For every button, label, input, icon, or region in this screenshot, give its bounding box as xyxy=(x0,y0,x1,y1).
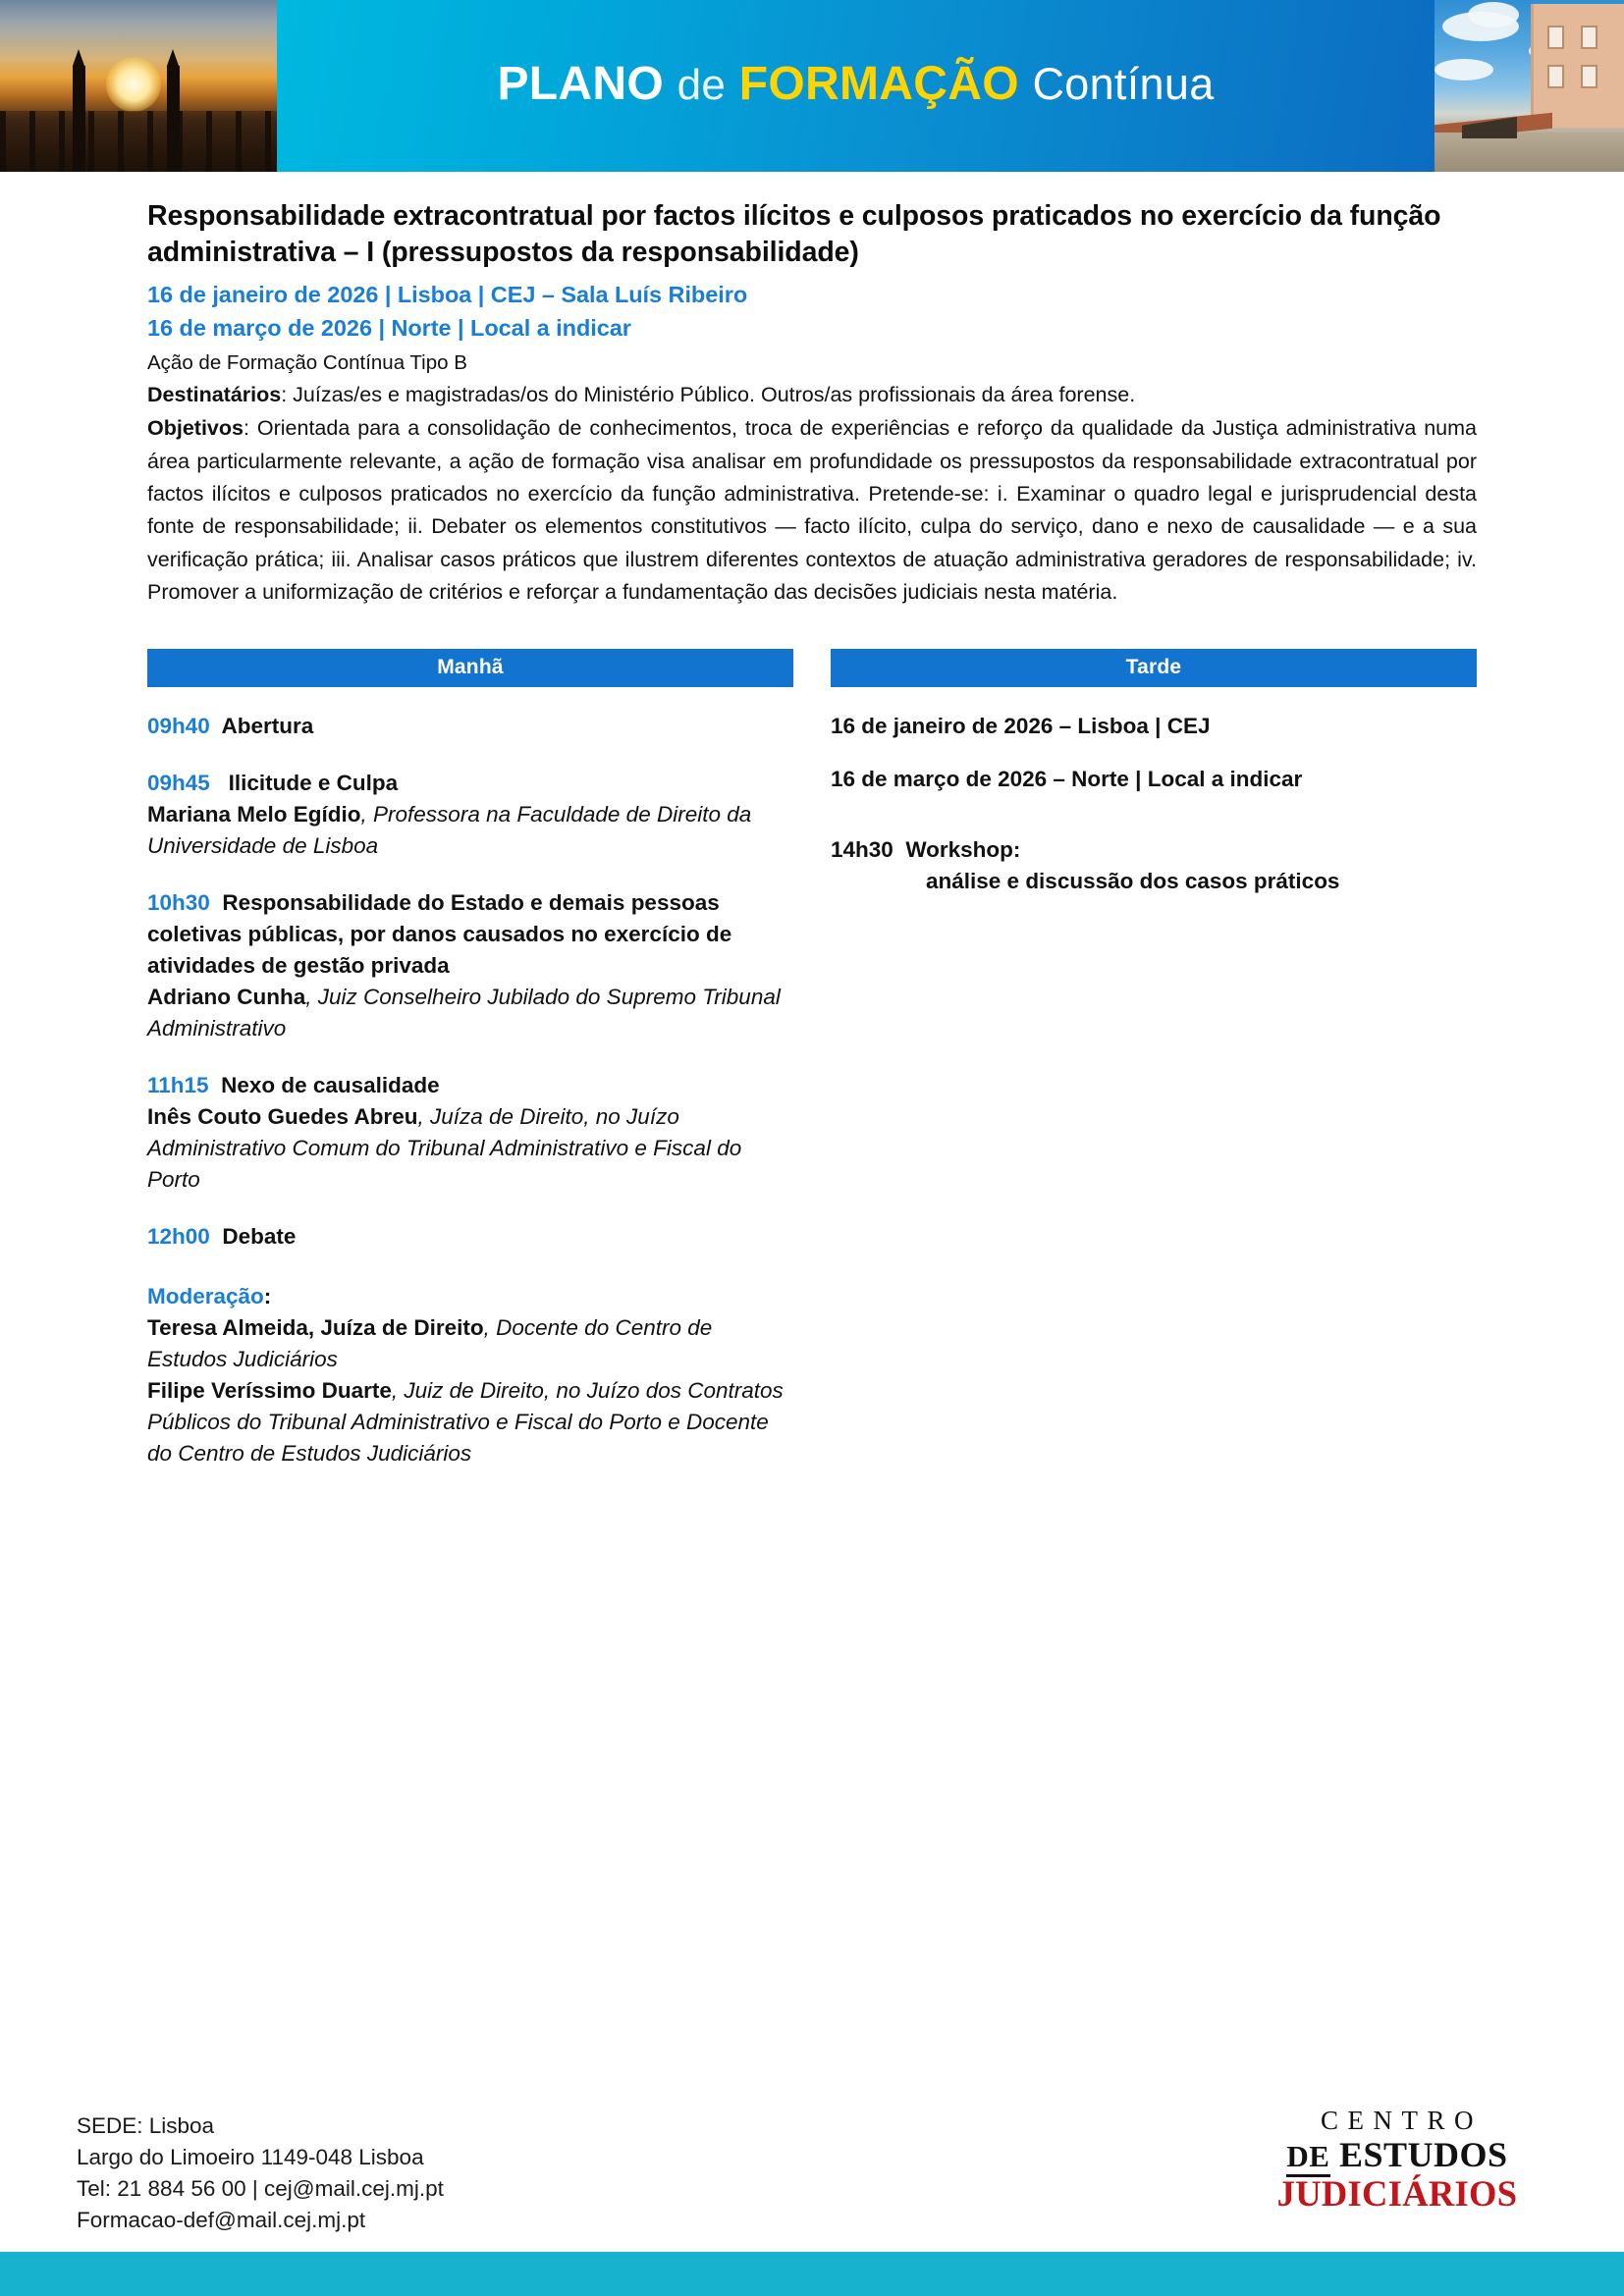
program-item-title: Responsabilidade do Estado e demais pessoas coletivas públicas, por danos causados no exercício de atividades de gestão privada xyxy=(147,890,732,978)
program-item-row xyxy=(147,768,793,799)
page-banner xyxy=(0,0,1624,172)
program-item-title: Debate xyxy=(222,1223,297,1249)
speaker-name: Inês Couto Guedes Abreu xyxy=(147,1103,418,1129)
audience-text: : Juízas/es e magistradas/os do Ministério Público. Outros/as profissionais da área forense. xyxy=(281,383,1136,407)
program-item-subtitle: análise e discussão dos casos práticos xyxy=(926,869,1340,894)
cloud-shape xyxy=(1468,2,1519,27)
banner-word-formacao: FORMAÇÃO xyxy=(738,57,1019,110)
banner-title xyxy=(497,57,1215,110)
program-item-time: 11h15 xyxy=(147,1072,209,1097)
program-item-title: Abertura xyxy=(221,714,314,739)
morning-header-bar: Manhã xyxy=(147,649,793,687)
program-item xyxy=(147,768,793,862)
program-item-time: 14h30 xyxy=(831,837,893,863)
railing-shape xyxy=(0,111,277,172)
sun-shape xyxy=(106,57,161,112)
afternoon-date-norte: 16 de março de 2026 – Norte | Local a indicar xyxy=(831,767,1303,792)
moderator-entry xyxy=(147,1312,793,1375)
program-item xyxy=(147,711,793,742)
course-date-lisboa: 16 de janeiro de 2026 | Lisboa | CEJ – Sala Luís Ribeiro xyxy=(147,281,748,307)
objectives-text: : Orientada para a consolidação de conhecimentos, troca de experiências e reforço da qualidade da Justiça administrativa numa área particularmente relevante, a ação de formação visa analisar em profundidade os pressupostos da responsabilidade extracontratual por factos ilícitos e culposos praticados no exercício da função administrativa. Pretende-se: i. Examinar o quadro legal e jurisprudencial desta fonte de responsabilidade; ii. Debater os elementos constitutivos — facto ilícito, culpa do serviço, dano e nexo de causalidade — e a sua verificação prática; iii. Analisar casos práticos que ilustrem diferentes contextos de atuação administrativa geradores de responsabilidade; iv. Promover a uniformização de critérios e reforçar a fundamentação das decisões judiciais nesta matéria. xyxy=(147,416,1477,605)
window-shape xyxy=(1581,65,1597,88)
banner-left-photo xyxy=(0,0,277,172)
speaker-role: , Professora na Faculdade de Direito da Universidade de Lisboa xyxy=(147,802,752,859)
page-content xyxy=(0,172,1624,1469)
morning-column xyxy=(147,649,793,1469)
program-item-time: 12h00 xyxy=(147,1223,210,1249)
railing-spike-icon xyxy=(167,66,180,172)
speaker-role: , Juiz Conselheiro Jubilado do Supremo Tribunal Administrativo xyxy=(147,984,781,1041)
moderator-entry xyxy=(147,1375,793,1469)
moderator-role: , Juiz de Direito, no Juízo dos Contratos Públicos do Tribunal Administrativo e Fiscal do Porto e Docente do Centro de Estudos Judiciários xyxy=(147,1378,784,1467)
program-item xyxy=(831,834,1477,897)
program-item-speaker xyxy=(147,799,793,862)
logo-word-estudos: ESTUDOS xyxy=(1339,2134,1508,2174)
logo-line-de-estudos xyxy=(1265,2136,1530,2174)
program-columns xyxy=(147,649,1477,1469)
audience-label: Destinatários xyxy=(147,383,282,407)
logo-line-judiciarios: JUDICIÁRIOS xyxy=(1276,2172,1518,2214)
page-title: Responsabilidade extracontratual por factos ilícitos e culposos praticados no exercício da função administrativa – I (pressupostos da responsabilidade) xyxy=(147,200,1441,268)
building-shape xyxy=(1531,4,1624,128)
program-item-time: 09h45 xyxy=(147,771,210,796)
course-objectives xyxy=(147,412,1477,609)
footer-address xyxy=(77,2110,444,2236)
window-shape xyxy=(1547,65,1564,88)
moderation-heading xyxy=(147,1281,793,1312)
cej-logo xyxy=(1265,2107,1530,2213)
program-item-row xyxy=(147,1221,793,1253)
program-item-row xyxy=(147,887,793,982)
moderation-colon: : xyxy=(263,1284,272,1309)
logo-word-de: DE xyxy=(1286,2139,1329,2177)
afternoon-header-bar: Tarde xyxy=(831,649,1477,687)
railing-spike-icon xyxy=(73,66,85,172)
program-item xyxy=(147,1221,793,1253)
speaker-role: , Juíza de Direito, no Juízo Administrativo Comum do Tribunal Administrativo e Fiscal do Porto xyxy=(147,1103,742,1192)
course-date-norte: 16 de março de 2026 | Norte | Local a indicar xyxy=(147,314,631,341)
program-item-row xyxy=(147,1070,793,1101)
moderator-name: Filipe Veríssimo Duarte xyxy=(147,1378,392,1404)
page-footer xyxy=(0,2081,1624,2296)
speaker-name: Adriano Cunha xyxy=(147,984,306,1009)
ground-shape xyxy=(1435,133,1624,172)
program-item-title: Workshop: xyxy=(905,837,1021,863)
program-item-speaker xyxy=(147,982,793,1044)
course-audience xyxy=(147,380,1477,410)
banner-word-de: de xyxy=(677,60,727,109)
window-shape xyxy=(1581,26,1597,49)
banner-word-plano: PLANO xyxy=(497,57,664,110)
program-item-title: Ilicitude e Culpa xyxy=(228,771,399,796)
course-type: Ação de Formação Contínua Tipo B xyxy=(147,350,467,374)
footer-accent-bar xyxy=(0,2252,1624,2296)
address-line-sede: SEDE: Lisboa xyxy=(77,2113,215,2138)
program-item xyxy=(147,887,793,1044)
afternoon-body xyxy=(831,687,1477,897)
window-shape xyxy=(1547,26,1564,49)
program-item-time: 09h40 xyxy=(147,714,210,739)
program-item-time: 10h30 xyxy=(147,890,210,916)
moderation-label: Moderação xyxy=(147,1284,264,1309)
moderator-role: , Docente do Centro de Estudos Judiciários xyxy=(147,1315,713,1372)
moderator-name: Teresa Almeida, Juíza de Direito xyxy=(147,1315,484,1341)
address-line-street: Largo do Limoeiro 1149-048 Lisboa xyxy=(77,2144,424,2169)
banner-right-photo xyxy=(1435,0,1624,172)
logo-line-centro: CENTRO xyxy=(1321,2106,1483,2135)
program-item xyxy=(147,1070,793,1196)
speaker-name: Mariana Melo Egídio xyxy=(147,802,361,828)
objectives-label: Objetivos xyxy=(147,416,244,441)
cloud-shape xyxy=(1435,59,1493,80)
afternoon-date-lisboa: 16 de janeiro de 2026 – Lisboa | CEJ xyxy=(831,714,1211,739)
banner-word-continua: Contínua xyxy=(1032,58,1215,109)
program-item-title: Nexo de causalidade xyxy=(221,1072,440,1097)
morning-body xyxy=(147,687,793,1469)
address-line-email: Formacao-def@mail.cej.mj.pt xyxy=(77,2207,366,2232)
address-line-phone-email: Tel: 21 884 56 00 | cej@mail.cej.mj.pt xyxy=(77,2175,444,2201)
banner-title-area xyxy=(277,0,1435,172)
program-item-row xyxy=(147,711,793,742)
afternoon-column xyxy=(831,649,1477,1469)
program-item-speaker xyxy=(147,1101,793,1196)
